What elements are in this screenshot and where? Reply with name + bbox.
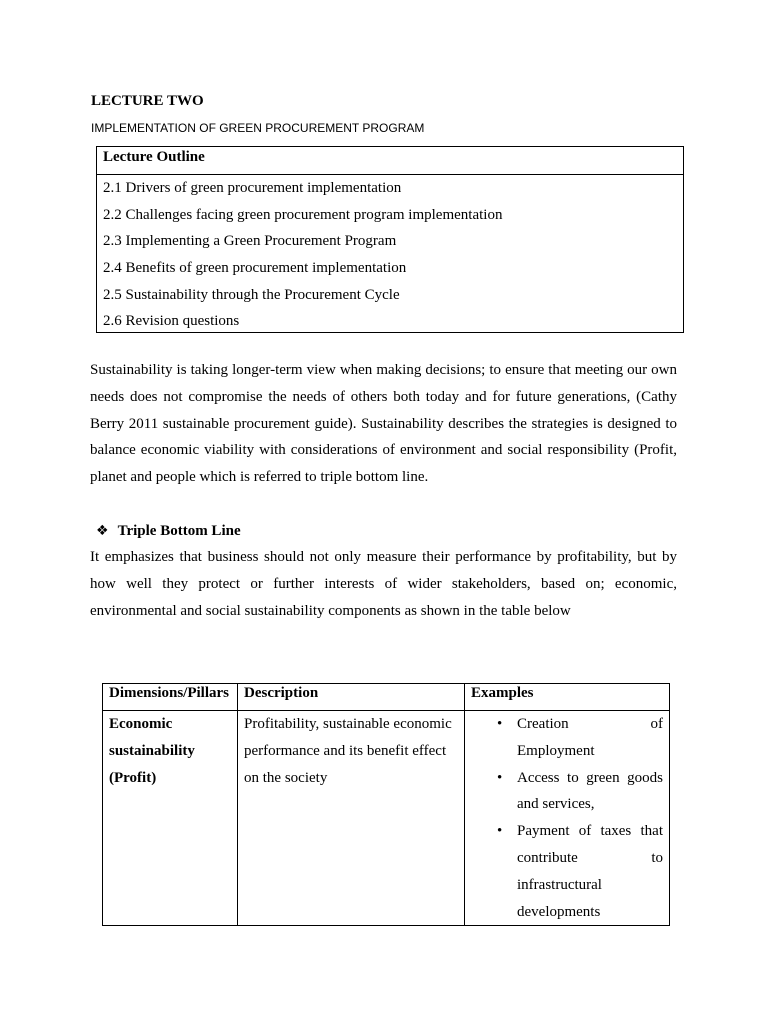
section-heading <box>96 521 241 541</box>
outline-item: 2.6 Revision questions <box>103 313 240 330</box>
outline-item: 2.4 Benefits of green procurement implementation <box>103 260 407 277</box>
pillars-table <box>102 683 670 926</box>
dimension-line: sustainability <box>109 742 195 759</box>
section-heading-text: Triple Bottom Line <box>117 523 241 539</box>
dimension-line: (Profit) <box>109 769 157 786</box>
bullet-icon: • <box>497 769 503 786</box>
dimension-cell <box>103 711 238 926</box>
examples-list <box>471 711 663 925</box>
list-item <box>497 818 663 925</box>
table-row <box>103 711 670 926</box>
dimension-line: Economic <box>109 716 173 732</box>
header-dimensions: Dimensions/Pillars <box>103 684 238 711</box>
list-item <box>497 711 663 765</box>
bullet-icon: • <box>497 716 503 732</box>
lecture-outline-box <box>96 146 684 333</box>
outline-list <box>97 175 683 335</box>
header-description: Description <box>238 684 465 711</box>
intro-paragraph: Sustainability is taking longer-term view when making decisions; to ensure that meeting our own needs does not compromise the needs of others both today and for future generations, (Cathy Berry 2011 sustainable procurement guide). Sustainability describes the strategies is designed to balance economic viability with considerations of environment and social responsibility (Profit, planet and people which is referred to triple bottom line. <box>90 362 677 486</box>
outline-header: Lecture Outline <box>97 147 683 175</box>
examples-cell <box>465 711 670 926</box>
example-text: Payment of taxes that contribute to infrastructural developments <box>517 823 663 920</box>
table-header-row <box>103 684 670 711</box>
example-text: Access to green goods and services, <box>517 769 663 813</box>
lecture-title: LECTURE TWO <box>91 93 204 109</box>
outline-item: 2.1 Drivers of green procurement implementation <box>103 180 402 196</box>
example-text: Creation of Employment <box>517 716 663 759</box>
outline-item: 2.3 Implementing a Green Procurement Program <box>103 233 397 250</box>
description-cell: Profitability, sustainable economic performance and its benefit effect on the society <box>238 711 465 926</box>
header-examples: Examples <box>465 684 670 711</box>
section-paragraph: It emphasizes that business should not only measure their performance by profitability, but by how well they protect or further interests of wider stakeholders, based on; economic, environmental and social sustainability components as shown in the table below <box>90 549 677 619</box>
outline-item: 2.2 Challenges facing green procurement program implementation <box>103 206 503 223</box>
list-item <box>497 765 663 819</box>
outline-item: 2.5 Sustainability through the Procurement Cycle <box>103 286 400 303</box>
diamond-bullet-icon: ❖ <box>96 523 109 539</box>
lecture-subtitle: IMPLEMENTATION OF GREEN PROCUREMENT PROGRAM <box>91 121 425 135</box>
bullet-icon: • <box>497 823 503 840</box>
